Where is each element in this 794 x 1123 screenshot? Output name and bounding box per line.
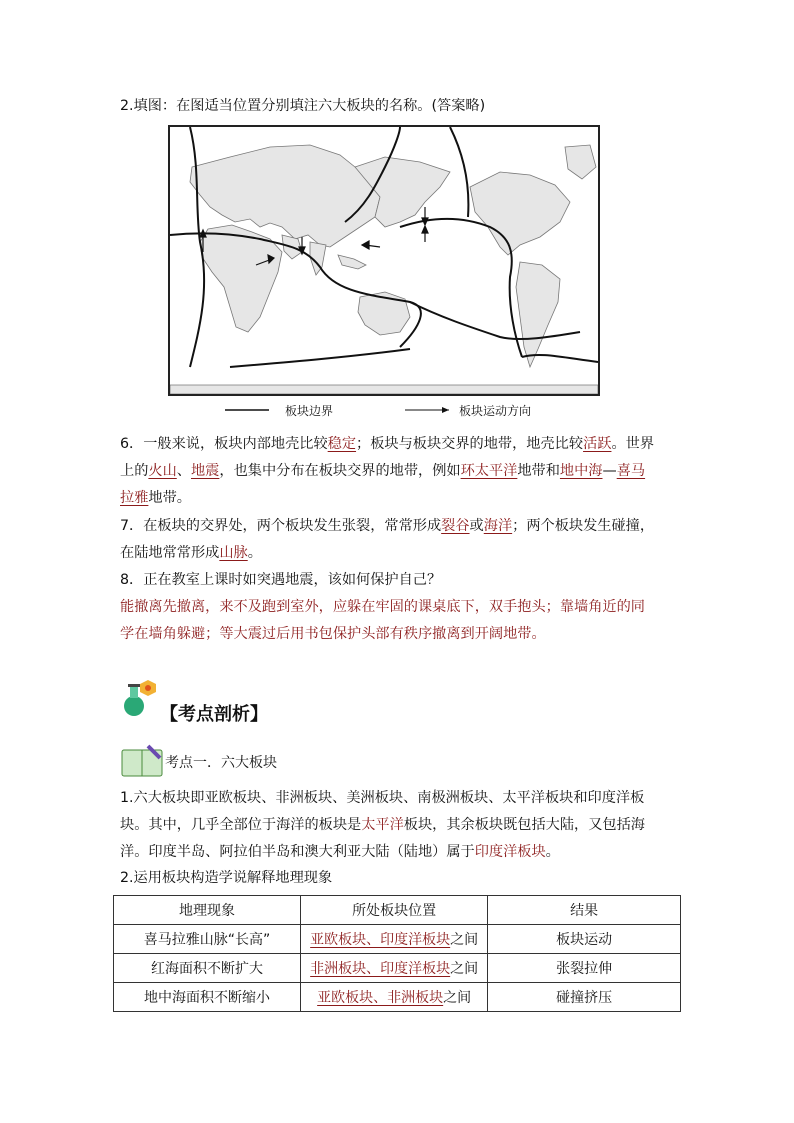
key-point-1-line-2: 块。其中，几乎全部位于海洋的板块是太平洋板块，其余板块既包括大陆，又包括海 bbox=[120, 817, 645, 833]
table-header: 所处板块位置 bbox=[301, 896, 488, 925]
answer-ocean: 海洋 bbox=[483, 518, 513, 534]
table-row: 地中海面积不断缩小 亚欧板块、非洲板块之间 碰撞挤压 bbox=[114, 983, 681, 1012]
world-map-figure bbox=[170, 127, 598, 394]
question-6-line-1: 6．一般来说，板块内部地壳比较稳定；板块与板块交界的地带，地壳比较活跃。世界 bbox=[120, 436, 655, 452]
phenomena-table bbox=[113, 895, 681, 1012]
plate-map bbox=[168, 125, 600, 396]
legend-boundary-label: 板块边界 bbox=[285, 404, 334, 418]
answer-volcano: 火山 bbox=[148, 463, 177, 479]
answer-indian-plate: 印度洋板块 bbox=[474, 844, 546, 860]
answer-pacific: 太平洋 bbox=[361, 817, 404, 833]
key-point-1-line-1: 1.六大板块即亚欧板块、非洲板块、美洲板块、南极洲板块、太平洋板块和印度洋板 bbox=[120, 790, 645, 806]
answer-himalaya-2: 拉雅 bbox=[120, 490, 149, 506]
answer-8-line-2: 学在墙角躲避；等大震过后用书包保护头部有秩序撤离到开阔地带。 bbox=[120, 626, 546, 642]
question-6-line-2: 上的火山、地震，也集中分布在板块交界的地带，例如环太平洋地带和地中海—喜马 bbox=[120, 463, 646, 479]
key-point-1-line-3: 洋。印度半岛、阿拉伯半岛和澳大利亚大陆（陆地）属于印度洋板块。 bbox=[120, 844, 560, 860]
map-legend bbox=[225, 402, 532, 418]
answer-circum-pacific: 环太平洋 bbox=[460, 463, 518, 479]
key-point-2-title: 2.运用板块构造学说解释地理现象 bbox=[120, 870, 333, 886]
answer-stable: 稳定 bbox=[327, 436, 357, 452]
table-header: 结果 bbox=[488, 896, 681, 925]
book-icon bbox=[120, 742, 164, 782]
question-6-line-3: 拉雅地带。 bbox=[120, 490, 191, 506]
legend-direction-label: 板块运动方向 bbox=[459, 404, 532, 418]
key-point-1-title: 考点一．六大板块 bbox=[165, 755, 277, 771]
answer-earthquake: 地震 bbox=[190, 463, 220, 479]
answer-active: 活跃 bbox=[583, 436, 612, 452]
table-header: 地理现象 bbox=[114, 896, 301, 925]
flask-icon bbox=[120, 678, 162, 722]
section-title: 【考点剖析】 bbox=[160, 704, 268, 725]
table-row: 红海面积不断扩大 非洲板块、印度洋板块之间 张裂拉伸 bbox=[114, 954, 681, 983]
table-row: 喜马拉雅山脉“长高” 亚欧板块、印度洋板块之间 板块运动 bbox=[114, 925, 681, 954]
question-2: 2.填图：在图适当位置分别填注六大板块的名称。(答案略) bbox=[120, 98, 486, 114]
table-header-row bbox=[114, 896, 681, 925]
question-7-line-1: 7．在板块的交界处，两个板块发生张裂，常常形成裂谷或海洋；两个板块发生碰撞， bbox=[120, 518, 655, 534]
answer-rift: 裂谷 bbox=[441, 518, 470, 534]
question-8: 8．正在教室上课时如突遇地震，该如何保护自己？ bbox=[120, 572, 442, 588]
answer-himalaya-1: 喜马 bbox=[616, 463, 646, 479]
question-7-line-2: 在陆地常常形成山脉。 bbox=[120, 545, 262, 561]
answer-mediterranean: 地中海 bbox=[559, 463, 603, 479]
answer-mountains: 山脉 bbox=[219, 545, 248, 561]
answer-8-line-1: 能撤离先撤离，来不及跑到室外，应躲在牢固的课桌底下，双手抱头；靠墙角近的同 bbox=[120, 599, 645, 615]
